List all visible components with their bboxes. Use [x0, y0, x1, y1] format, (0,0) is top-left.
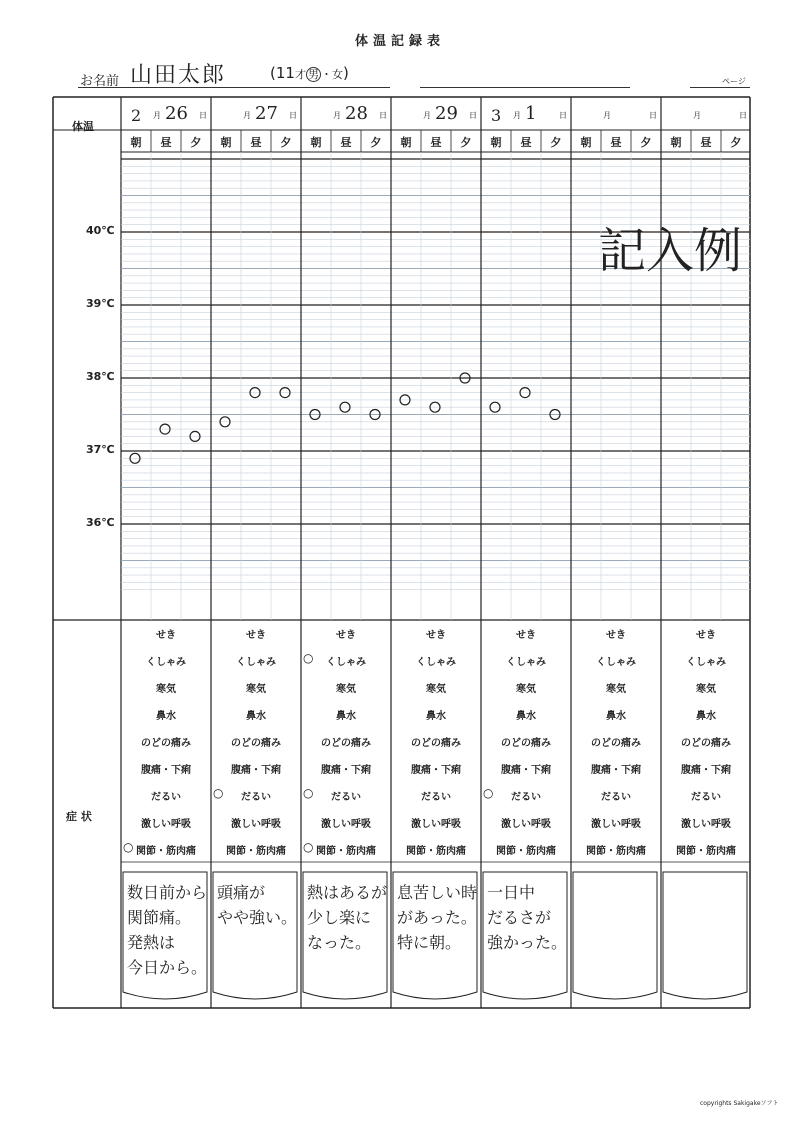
time-of-day-label: 夕	[730, 136, 742, 149]
date-cell[interactable]	[121, 100, 211, 127]
memo-box[interactable]	[487, 880, 567, 990]
date-cell[interactable]	[481, 100, 571, 127]
month-value: 2	[131, 106, 142, 125]
name-label: お名前	[80, 74, 120, 89]
symptom-item[interactable]: だるい	[691, 792, 721, 803]
symptom-item[interactable]: せき	[336, 630, 356, 641]
symptom-item[interactable]: くしゃみ	[236, 657, 276, 668]
memo-line: 頭痛が	[217, 883, 266, 902]
memo-line: 特に朝。	[397, 933, 462, 952]
symptom-item[interactable]: せき	[516, 630, 536, 641]
symptom-item[interactable]: 激しい呼吸	[411, 819, 461, 830]
time-of-day-label: 夕	[370, 136, 382, 149]
memo-line: 息苦しい時	[397, 883, 477, 902]
symptom-item[interactable]: 関節・筋肉痛	[136, 846, 196, 857]
symptom-item[interactable]: せき	[606, 630, 626, 641]
copyright: copyrights Sakigakeソフト	[700, 1100, 779, 1107]
time-of-day-label: 昼	[340, 136, 352, 149]
month-mark: 月	[333, 111, 341, 120]
symptom-item[interactable]: 激しい呼吸	[231, 819, 281, 830]
symptom-item[interactable]: くしゃみ	[326, 657, 366, 668]
day-value: 1	[525, 103, 537, 124]
sample-watermark: 記入例	[598, 223, 743, 279]
symptom-item[interactable]: くしゃみ	[506, 657, 546, 668]
symptom-item[interactable]: 激しい呼吸	[501, 819, 551, 830]
memo-box[interactable]	[307, 880, 387, 990]
symptom-item[interactable]: せき	[246, 630, 266, 641]
symptom-check-mark: ○	[213, 786, 224, 800]
time-of-day-label: 昼	[610, 136, 622, 149]
temp-axis-label: 36℃	[86, 516, 115, 529]
day-value: 26	[165, 103, 188, 124]
age-paren-open: (	[270, 64, 276, 82]
date-cell[interactable]	[301, 100, 391, 127]
temp-axis-label: 37℃	[86, 443, 115, 456]
symptom-item[interactable]: 関節・筋肉痛	[316, 846, 376, 857]
symptom-item[interactable]: 寒気	[336, 684, 356, 695]
time-of-day-label: 昼	[250, 136, 262, 149]
temp-axis-label: 38℃	[86, 370, 115, 383]
day-mark: 日	[469, 111, 477, 120]
age-unit: 才	[294, 68, 306, 81]
month-mark: 月	[243, 111, 251, 120]
time-of-day-label: 朝	[310, 136, 322, 149]
symptom-item[interactable]: くしゃみ	[596, 657, 636, 668]
name-field[interactable]: 山田太郎	[130, 63, 227, 88]
memo-line: 熱はあるが	[307, 883, 387, 902]
memo-line: があった。	[397, 908, 477, 927]
day-mark: 日	[199, 111, 207, 120]
memo-line: 強かった。	[487, 933, 567, 952]
time-of-day-label: 夕	[190, 136, 202, 149]
symptom-item[interactable]: 鼻水	[336, 711, 356, 722]
symptom-item[interactable]: 寒気	[156, 684, 176, 695]
time-of-day-label: 昼	[700, 136, 712, 149]
memo-line: なった。	[307, 933, 372, 952]
symptom-item[interactable]: だるい	[331, 792, 361, 803]
symptom-check-mark: ○	[123, 840, 134, 854]
page-label: ページ	[722, 77, 746, 86]
memo-line: 発熱は	[127, 933, 176, 952]
time-of-day-label: 朝	[580, 136, 592, 149]
symptom-item[interactable]: くしゃみ	[146, 657, 186, 668]
time-of-day-label: 昼	[160, 136, 172, 149]
symptom-item[interactable]: 鼻水	[246, 711, 266, 722]
date-cell[interactable]	[391, 100, 481, 127]
symptom-item[interactable]: せき	[426, 630, 446, 641]
memo-box[interactable]	[667, 880, 747, 990]
memo-box[interactable]	[217, 880, 297, 990]
symptom-item[interactable]: だるい	[511, 792, 541, 803]
symptom-item[interactable]: のどの痛み	[411, 738, 461, 749]
symptom-item[interactable]: 腹痛・下痢	[591, 765, 641, 776]
memo-line: やや強い。	[217, 908, 297, 927]
symptom-check-mark: ○	[303, 651, 314, 665]
time-of-day-label: 昼	[430, 136, 442, 149]
gender-sep: ・	[320, 68, 332, 81]
symptom-item[interactable]: だるい	[241, 792, 271, 803]
symptom-item[interactable]: 鼻水	[156, 711, 176, 722]
memo-line: 数日前から	[127, 883, 207, 902]
page-title: 体温記録表	[354, 34, 445, 49]
symptom-check-mark: ○	[483, 786, 494, 800]
month-mark: 月	[153, 111, 161, 120]
month-value: 3	[491, 106, 502, 125]
symptom-item[interactable]: 激しい呼吸	[321, 819, 371, 830]
age-value: 11	[275, 64, 295, 82]
symptom-item[interactable]: 関節・筋肉痛	[676, 846, 736, 857]
symptom-item[interactable]: 腹痛・下痢	[411, 765, 461, 776]
month-mark: 月	[513, 111, 521, 120]
memo-line: 今日から。	[127, 958, 207, 977]
date-cell[interactable]	[661, 100, 751, 127]
time-of-day-label: 昼	[520, 136, 532, 149]
symptom-item[interactable]: 激しい呼吸	[141, 819, 191, 830]
symptom-item[interactable]: のどの痛み	[501, 738, 551, 749]
symptom-item[interactable]: くしゃみ	[416, 657, 456, 668]
symptom-item[interactable]: 関節・筋肉痛	[496, 846, 556, 857]
month-mark: 月	[423, 111, 431, 120]
day-value: 29	[435, 103, 458, 124]
date-cell[interactable]	[571, 100, 661, 127]
symptom-item[interactable]: 寒気	[426, 684, 446, 695]
symptom-item[interactable]: のどの痛み	[591, 738, 641, 749]
symptom-item[interactable]: せき	[156, 630, 176, 641]
symptom-check-mark: ○	[303, 786, 314, 800]
symptom-item[interactable]: 腹痛・下痢	[501, 765, 551, 776]
time-of-day-label: 夕	[280, 136, 292, 149]
memo-box[interactable]	[127, 880, 207, 990]
symptom-item[interactable]: 激しい呼吸	[681, 819, 731, 830]
symptom-item[interactable]: 寒気	[516, 684, 536, 695]
symptom-item[interactable]: 腹痛・下痢	[681, 765, 731, 776]
memo-box[interactable]	[577, 880, 657, 990]
symptom-item[interactable]: だるい	[601, 792, 631, 803]
symptom-item[interactable]: だるい	[421, 792, 451, 803]
gender-female[interactable]: 女	[331, 68, 343, 81]
symptom-item[interactable]: のどの痛み	[321, 738, 371, 749]
symptom-item[interactable]: 腹痛・下痢	[141, 765, 191, 776]
symptom-item[interactable]: 関節・筋肉痛	[406, 846, 466, 857]
symptom-item[interactable]: せき	[696, 630, 716, 641]
memo-box[interactable]	[397, 880, 477, 990]
symptom-item[interactable]: くしゃみ	[686, 657, 726, 668]
date-cell[interactable]	[211, 100, 301, 127]
symptom-item[interactable]: 鼻水	[696, 711, 716, 722]
month-mark: 月	[693, 111, 701, 120]
time-of-day-label: 朝	[130, 136, 142, 149]
time-of-day-label: 夕	[460, 136, 472, 149]
age-paren-close: )	[342, 64, 349, 82]
temp-axis-label: 40℃	[86, 224, 115, 237]
time-of-day-label: 夕	[550, 136, 562, 149]
symptom-item[interactable]: のどの痛み	[141, 738, 191, 749]
symptom-item[interactable]: のどの痛み	[231, 738, 281, 749]
time-of-day-label: 夕	[640, 136, 652, 149]
temp-axis-label: 39℃	[86, 297, 115, 310]
symptom-item[interactable]: 鼻水	[426, 711, 446, 722]
symptoms-header: 症 状	[66, 810, 92, 823]
day-mark: 日	[289, 111, 297, 120]
symptom-item[interactable]: 寒気	[696, 684, 716, 695]
month-mark: 月	[603, 111, 611, 120]
memo-line: 少し楽に	[307, 908, 372, 927]
symptom-item[interactable]: 鼻水	[606, 711, 626, 722]
symptom-item[interactable]: だるい	[151, 792, 181, 803]
time-of-day-label: 朝	[490, 136, 502, 149]
symptom-item[interactable]: 寒気	[246, 684, 266, 695]
time-of-day-label: 朝	[400, 136, 412, 149]
symptom-item[interactable]: 関節・筋肉痛	[226, 846, 286, 857]
memo-line: だるさが	[487, 908, 552, 927]
symptom-item[interactable]: 激しい呼吸	[591, 819, 641, 830]
symptom-item[interactable]: 寒気	[606, 684, 626, 695]
memo-line: 一日中	[487, 883, 536, 902]
gender-male-circled[interactable]: 男	[307, 68, 319, 81]
symptom-item[interactable]: 関節・筋肉痛	[586, 846, 646, 857]
symptom-item[interactable]: 腹痛・下痢	[231, 765, 281, 776]
day-value: 27	[255, 103, 278, 124]
day-value: 28	[345, 103, 368, 124]
memo-line: 関節痛。	[127, 908, 192, 927]
day-mark: 日	[739, 111, 747, 120]
symptom-check-mark: ○	[303, 840, 314, 854]
time-of-day-label: 朝	[670, 136, 682, 149]
symptom-item[interactable]: のどの痛み	[681, 738, 731, 749]
day-mark: 日	[559, 111, 567, 120]
symptom-item[interactable]: 鼻水	[516, 711, 536, 722]
day-mark: 日	[379, 111, 387, 120]
temp-header: 体温	[72, 120, 94, 133]
symptom-item[interactable]: 腹痛・下痢	[321, 765, 371, 776]
day-mark: 日	[649, 111, 657, 120]
time-of-day-label: 朝	[220, 136, 232, 149]
